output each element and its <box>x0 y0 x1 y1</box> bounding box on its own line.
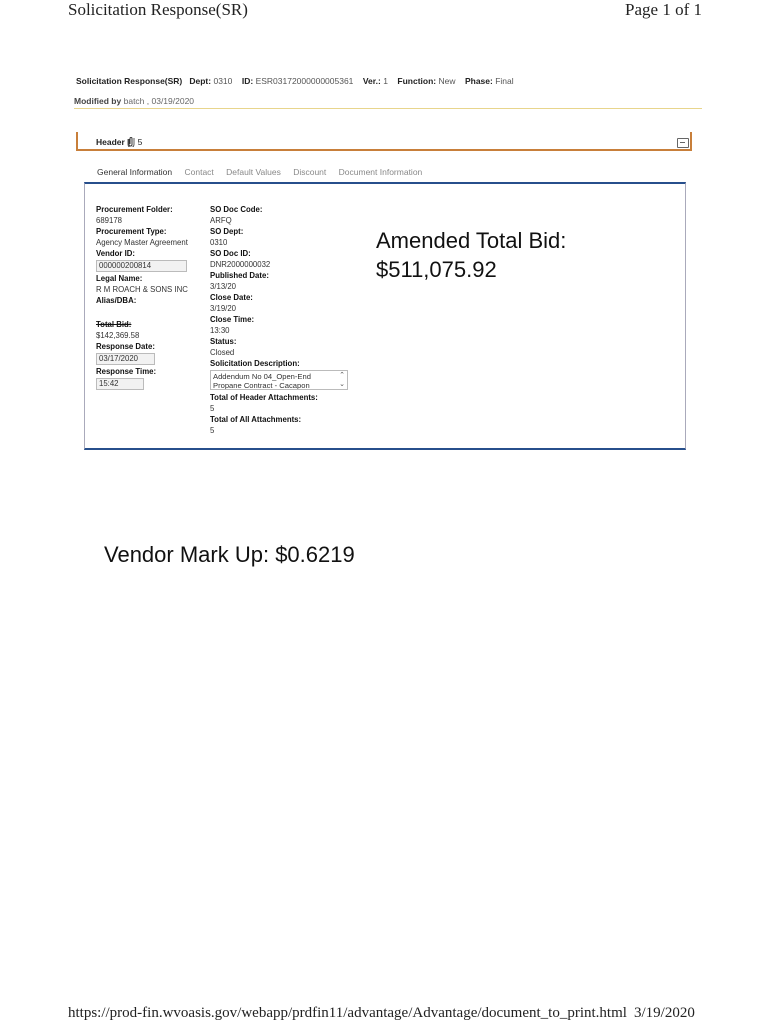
tab-contact[interactable]: Contact <box>184 167 214 177</box>
total-bid-value: $142,369.58 <box>96 331 140 340</box>
attachment-count: 5 <box>137 137 143 147</box>
amended-total-value: $511,075.92 <box>376 257 497 282</box>
modified-label: Modified by <box>74 96 122 106</box>
total-all-attachments-value: 5 <box>210 426 215 435</box>
total-all-attachments-label: Total of All Attachments: <box>210 415 302 424</box>
footer-url: https://prod-fin.wvoasis.gov/webapp/prdfin11/advantage/Advantage/document_to_print.html <box>68 1005 627 1021</box>
amended-total-bid-note <box>376 226 566 284</box>
close-time-value: 13:30 <box>210 326 230 335</box>
print-footer <box>68 1005 695 1022</box>
left-field-column <box>96 204 201 391</box>
tab-document-information[interactable]: Document Information <box>338 167 423 177</box>
total-header-attachments-value: 5 <box>210 404 215 413</box>
dept-value: 0310 <box>213 76 233 86</box>
close-time-label: Close Time: <box>210 315 255 324</box>
so-doc-code-value: ARFQ <box>210 216 232 225</box>
ver-value: 1 <box>383 76 388 86</box>
status-label: Status: <box>210 337 237 346</box>
scroll-arrows-icon[interactable]: ⌃ ⌄ <box>339 372 345 388</box>
tab-general-information[interactable]: General Information <box>97 167 173 177</box>
procurement-type-label: Procurement Type: <box>96 227 167 236</box>
so-doc-id-value: DNR2000000032 <box>210 260 271 269</box>
id-label: ID: <box>241 76 254 86</box>
paperclip-icon[interactable] <box>127 137 137 147</box>
header-label: Header <box>96 137 125 147</box>
procurement-folder-label: Procurement Folder: <box>96 205 173 214</box>
so-doc-code-label: SO Doc Code: <box>210 205 263 214</box>
function-value: New <box>438 76 456 86</box>
alias-value <box>96 306 201 317</box>
published-date-value: 3/13/20 <box>210 282 237 291</box>
dept-label: Dept: <box>189 76 212 86</box>
so-doc-id-label: SO Doc ID: <box>210 249 251 258</box>
procurement-folder-value: 689178 <box>96 216 123 225</box>
total-bid-label: Total Bid: <box>96 320 132 329</box>
print-icon[interactable] <box>677 138 689 148</box>
alias-label: Alias/DBA: <box>96 296 137 305</box>
response-date-label: Response Date: <box>96 342 155 351</box>
phase-value: Final <box>495 76 514 86</box>
description-line-2: Propane Contract - Cacapon <box>213 381 310 390</box>
doc-type: Solicitation Response(SR) <box>76 76 183 86</box>
document-header <box>76 76 514 86</box>
header-section-box <box>76 132 692 151</box>
footer-date: 3/19/2020 <box>634 1005 695 1021</box>
right-field-column <box>210 204 360 436</box>
procurement-type-value: Agency Master Agreement <box>96 238 188 247</box>
page-number: Page 1 of 1 <box>625 0 702 19</box>
header-divider <box>74 108 702 109</box>
tab-discount[interactable]: Discount <box>293 167 327 177</box>
response-time-label: Response Time: <box>96 367 157 376</box>
amended-total-label: Amended Total Bid: <box>376 228 567 253</box>
published-date-label: Published Date: <box>210 271 269 280</box>
function-label: Function: <box>397 76 437 86</box>
description-line-1: Addendum No 04_Open-End <box>213 372 311 381</box>
response-date-field[interactable]: 03/17/2020 <box>96 353 155 365</box>
print-title: Solicitation Response(SR) <box>68 0 248 19</box>
legal-name-label: Legal Name: <box>96 274 143 283</box>
legal-name-value: R M ROACH & SONS INC <box>96 285 188 294</box>
vendor-id-label: Vendor ID: <box>96 249 135 258</box>
so-dept-label: SO Dept: <box>210 227 244 236</box>
tab-bar <box>97 167 432 177</box>
modified-value: batch , 03/19/2020 <box>123 96 195 106</box>
response-time-field[interactable]: 15:42 <box>96 378 144 390</box>
tab-default-values[interactable]: Default Values <box>226 167 281 177</box>
solicitation-description-label: Solicitation Description: <box>210 359 300 368</box>
phase-label: Phase: <box>464 76 493 86</box>
close-date-value: 3/19/20 <box>210 304 237 313</box>
ver-label: Ver.: <box>362 76 381 86</box>
solicitation-description-textarea[interactable] <box>210 370 348 390</box>
close-date-label: Close Date: <box>210 293 253 302</box>
modified-by <box>74 96 194 106</box>
so-dept-value: 0310 <box>210 238 228 247</box>
vendor-id-field[interactable]: 000000200814 <box>96 260 187 272</box>
vendor-markup-note: Vendor Mark Up: $0.6219 <box>104 542 355 567</box>
header-section-title[interactable] <box>96 136 142 147</box>
status-value: Closed <box>210 348 235 357</box>
id-value: ESR03172000000005361 <box>255 76 354 86</box>
total-header-attachments-label: Total of Header Attachments: <box>210 393 318 402</box>
